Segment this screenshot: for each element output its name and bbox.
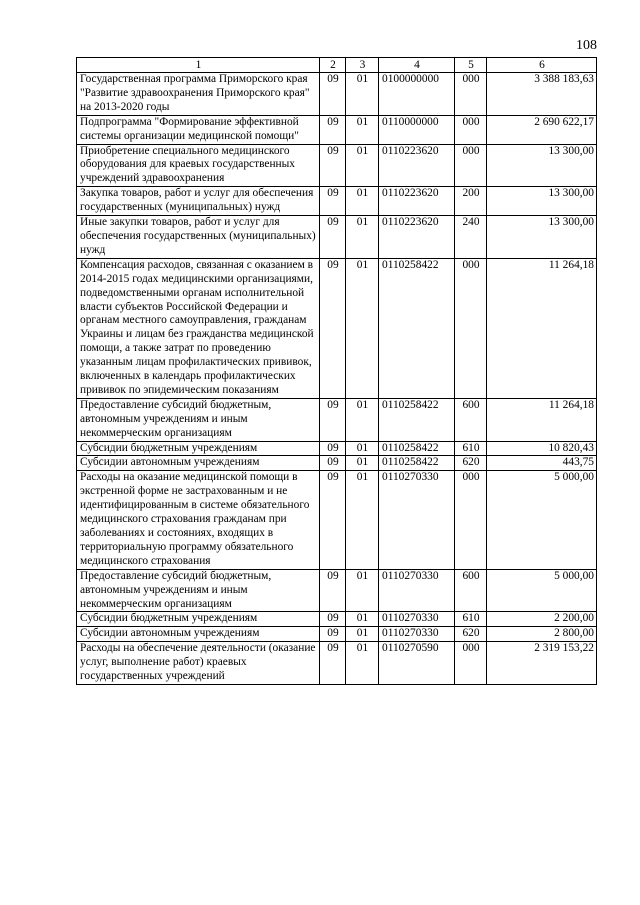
row-subsection: 01: [346, 115, 379, 144]
row-amount: 5 000,00: [487, 569, 597, 612]
table-row: [77, 115, 597, 144]
row-amount: 3 388 183,63: [487, 73, 597, 116]
row-target-article: 0110223620: [379, 187, 455, 216]
row-name: Предоставление субсидий бюджетным, автономным учреждениям и иным некоммерческим организациям: [77, 569, 320, 612]
table-row: [77, 471, 597, 569]
row-amount: 11 264,18: [487, 258, 597, 398]
column-header: 6: [487, 58, 597, 73]
row-amount: 5 000,00: [487, 471, 597, 569]
table-row: [77, 612, 597, 627]
row-section: 09: [320, 216, 346, 259]
row-amount: 10 820,43: [487, 441, 597, 456]
row-name: Расходы на оказание медицинской помощи в экстренной форме не застрахованным и не идентифицированным в системе обязательного медицинского страхования гражданам при заболеваниях и состояниях, входящих в территориальную программу обязательного медицинского страхования: [77, 471, 320, 569]
table-row: [77, 642, 597, 685]
table-row: [77, 627, 597, 642]
row-name: Закупка товаров, работ и услуг для обеспечения государственных (муниципальных) нужд: [77, 187, 320, 216]
row-subsection: 01: [346, 627, 379, 642]
row-expense-type: 000: [455, 73, 487, 116]
row-subsection: 01: [346, 471, 379, 569]
table-row: [77, 398, 597, 441]
row-expense-type: 000: [455, 115, 487, 144]
row-section: 09: [320, 115, 346, 144]
row-section: 09: [320, 456, 346, 471]
row-target-article: 0110270330: [379, 612, 455, 627]
row-expense-type: 620: [455, 627, 487, 642]
row-subsection: 01: [346, 441, 379, 456]
row-subsection: 01: [346, 216, 379, 259]
row-amount: 2 690 622,17: [487, 115, 597, 144]
row-section: 09: [320, 471, 346, 569]
row-target-article: 0110270590: [379, 642, 455, 685]
row-name: Субсидии бюджетным учреждениям: [77, 441, 320, 456]
row-target-article: 0110258422: [379, 456, 455, 471]
row-name: Субсидии автономным учреждениям: [77, 456, 320, 471]
row-section: 09: [320, 612, 346, 627]
row-target-article: 0110223620: [379, 216, 455, 259]
budget-table: [76, 57, 597, 685]
row-section: 09: [320, 569, 346, 612]
row-name: Субсидии бюджетным учреждениям: [77, 612, 320, 627]
row-name: Предоставление субсидий бюджетным, автономным учреждениям и иным некоммерческим организациям: [77, 398, 320, 441]
row-target-article: 0110000000: [379, 115, 455, 144]
column-header: 4: [379, 58, 455, 73]
column-header: 1: [77, 58, 320, 73]
row-section: 09: [320, 627, 346, 642]
row-subsection: 01: [346, 144, 379, 187]
table-row: [77, 216, 597, 259]
row-expense-type: 600: [455, 398, 487, 441]
row-expense-type: 000: [455, 144, 487, 187]
table-row: [77, 73, 597, 116]
row-amount: 13 300,00: [487, 187, 597, 216]
header-row: [77, 58, 597, 73]
row-subsection: 01: [346, 398, 379, 441]
column-header: 2: [320, 58, 346, 73]
row-expense-type: 000: [455, 471, 487, 569]
row-name: Приобретение специального медицинского оборудования для краевых государственных учреждений здравоохранения: [77, 144, 320, 187]
row-name: Расходы на обеспечение деятельности (оказание услуг, выполнение работ) краевых государственных учреждений: [77, 642, 320, 685]
row-subsection: 01: [346, 569, 379, 612]
table-row: [77, 258, 597, 398]
row-section: 09: [320, 187, 346, 216]
row-subsection: 01: [346, 456, 379, 471]
table-row: [77, 456, 597, 471]
row-expense-type: 200: [455, 187, 487, 216]
row-subsection: 01: [346, 258, 379, 398]
row-subsection: 01: [346, 612, 379, 627]
row-target-article: 0110270330: [379, 569, 455, 612]
row-target-article: 0100000000: [379, 73, 455, 116]
row-target-article: 0110258422: [379, 398, 455, 441]
table-row: [77, 441, 597, 456]
row-name: Иные закупки товаров, работ и услуг для обеспечения государственных (муниципальных) нужд: [77, 216, 320, 259]
row-name: Субсидии автономным учреждениям: [77, 627, 320, 642]
row-name: Компенсация расходов, связанная с оказанием в 2014-2015 годах медицинскими организациями, подведомственными органам исполнительной власти субъектов Российской Федерации и органам местного самоуправления, гражданам Украины и лицам без гражданства медицинской помощи, а также затрат по проведению указанным лицам профилактических прививок, включенных в календарь профилактических прививок по эпидемическим показаниям: [77, 258, 320, 398]
page-number: 108: [576, 38, 597, 53]
row-expense-type: 620: [455, 456, 487, 471]
row-target-article: 0110258422: [379, 441, 455, 456]
row-section: 09: [320, 258, 346, 398]
row-section: 09: [320, 441, 346, 456]
row-expense-type: 610: [455, 441, 487, 456]
row-subsection: 01: [346, 642, 379, 685]
row-amount: 13 300,00: [487, 144, 597, 187]
row-subsection: 01: [346, 187, 379, 216]
row-expense-type: 000: [455, 642, 487, 685]
row-section: 09: [320, 144, 346, 187]
row-target-article: 0110223620: [379, 144, 455, 187]
row-name: Подпрограмма "Формирование эффективной системы организации медицинской помощи": [77, 115, 320, 144]
row-target-article: 0110270330: [379, 627, 455, 642]
row-target-article: 0110270330: [379, 471, 455, 569]
table-body: [77, 73, 597, 685]
row-expense-type: 240: [455, 216, 487, 259]
row-section: 09: [320, 398, 346, 441]
column-header: 3: [346, 58, 379, 73]
table-row: [77, 187, 597, 216]
row-amount: 2 319 153,22: [487, 642, 597, 685]
table-row: [77, 569, 597, 612]
row-amount: 2 200,00: [487, 612, 597, 627]
row-name: Государственная программа Приморского края "Развитие здравоохранения Приморского края" на 2013-2020 годы: [77, 73, 320, 116]
row-amount: 13 300,00: [487, 216, 597, 259]
row-subsection: 01: [346, 73, 379, 116]
row-expense-type: 000: [455, 258, 487, 398]
row-expense-type: 600: [455, 569, 487, 612]
row-amount: 11 264,18: [487, 398, 597, 441]
row-amount: 443,75: [487, 456, 597, 471]
row-expense-type: 610: [455, 612, 487, 627]
row-target-article: 0110258422: [379, 258, 455, 398]
row-section: 09: [320, 73, 346, 116]
column-header: 5: [455, 58, 487, 73]
table-row: [77, 144, 597, 187]
table-header: [77, 58, 597, 73]
row-section: 09: [320, 642, 346, 685]
row-amount: 2 800,00: [487, 627, 597, 642]
